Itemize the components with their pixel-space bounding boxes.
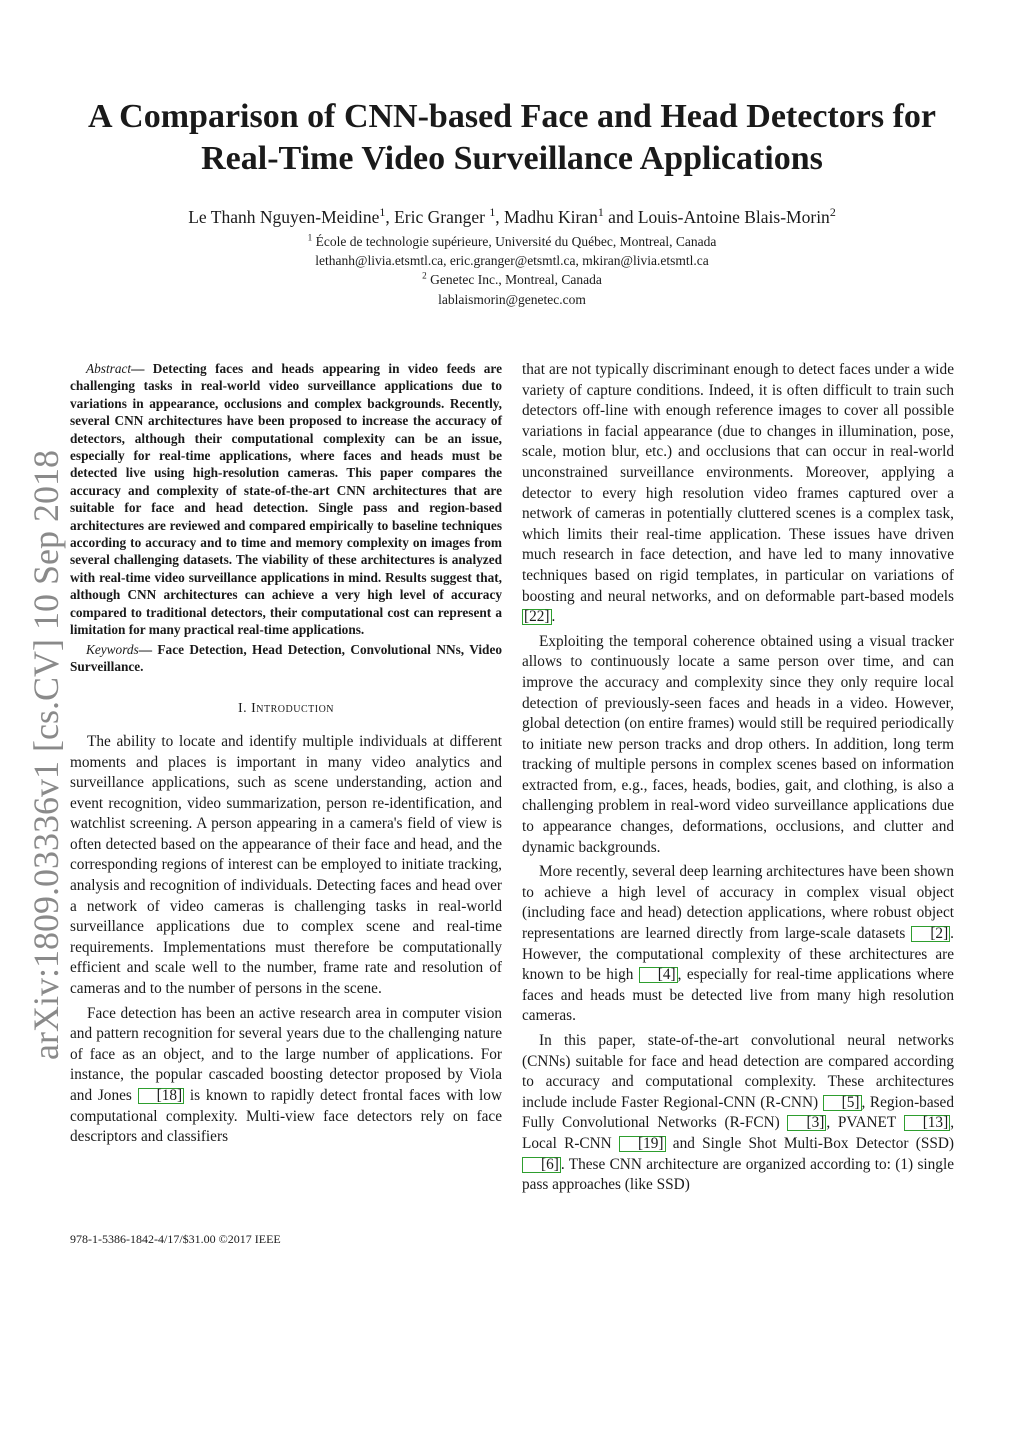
keywords-text: Face Detection, Head Detection, Convolutional NNs, Video Surveillance. <box>70 641 502 674</box>
intro-paragraph-2-text-a: Face detection has been an active research area in computer vision and pattern recognition for several years due to the challenging nature of face as an object, and to the large number of applications. For instance, the popular cascaded boosting detector proposed by Viola and Jones <box>70 1004 502 1104</box>
intro-paragraph-5-text-e: and Single Shot Multi-Box Detector (SSD) <box>665 1134 954 1152</box>
intro-paragraph-5-text-c: , PVANET <box>826 1114 904 1132</box>
citation-link[interactable]: [6] <box>522 1157 561 1173</box>
citation-link[interactable]: [13] <box>904 1115 951 1131</box>
citation-link[interactable]: [2] <box>911 926 950 942</box>
affiliation-2-marker: 2 <box>422 270 427 281</box>
intro-paragraph-1: The ability to locate and identify multiple individuals at different moments and places is important in many video analytics and surveillance applications, such as scene understanding, action and event recognition, video summarization, person re-identification, and watchlist screening. A person appearing in a camera's field of view is often detected based on the appearance of their face and head, and the corresponding regions of interest can be employed to initiate tracking, analysis and recognition of individuals. Detecting faces and head over a network of video cameras is challenging tasks in real-world surveillance applications due to complex scene and real-time requirements. Implementations must therefore be computationally efficient and scale well to the number, frame rate and resolution of cameras and to the number of persons in the scene. <box>70 732 502 998</box>
citation-link[interactable]: [4] <box>639 967 678 983</box>
author-4-affiliation: 2 <box>829 205 836 220</box>
affiliation-1 <box>40 232 984 251</box>
author-2-affiliation: 1 <box>489 205 496 220</box>
intro-paragraph-2-continued <box>522 360 954 628</box>
intro-paragraph-2 <box>70 1004 502 1148</box>
affiliations <box>40 232 984 309</box>
section-heading-introduction <box>70 699 502 720</box>
affiliation-1-text: École de technologie supérieure, Université du Québec, Montreal, Canada <box>312 234 717 249</box>
citation-link[interactable]: [5] <box>823 1095 862 1111</box>
intro-paragraph-2-cont-text-b: . <box>551 608 556 626</box>
affiliation-2 <box>40 270 984 289</box>
intro-paragraph-5 <box>522 1031 954 1196</box>
intro-paragraph-4-text-c: , especially for real-time applications where faces and heads must be detected live from many high resolution cameras. <box>522 966 954 1025</box>
intro-paragraph-5-text-d: , Local R-CNN <box>522 1114 955 1152</box>
left-column <box>70 360 502 1152</box>
affiliation-2-text: Genetec Inc., Montreal, Canada <box>426 272 602 288</box>
title-line-2: Real-Time Video Surveillance Applications <box>201 140 823 177</box>
citation-link[interactable]: [19] <box>619 1136 666 1152</box>
citation-link[interactable]: [3] <box>787 1115 826 1131</box>
author-1-affiliation: 1 <box>379 205 386 220</box>
paper-title <box>40 96 984 180</box>
intro-paragraph-5-text-f: . These CNN architecture are organized according to: (1) single pass approaches (like SSD) <box>522 1155 954 1194</box>
abstract-dash: — <box>131 361 153 376</box>
citation-link[interactable]: [22] <box>524 608 550 626</box>
keywords-label: Keywords <box>86 641 139 657</box>
citation-link[interactable]: [18] <box>138 1088 185 1104</box>
abstract-text: Detecting faces and heads appearing in video feeds are challenging tasks in real-world video surveillance applications due to variations in appearance, occlusions and complex backgrounds. Recently, several CNN architectures have been proposed to increase the accuracy of detectors, although their computational complexity can be an issue, especially for real-time applications, where faces and heads must be detected live using high-resolution cameras. This paper compares the accuracy and complexity of state-of-the-art CNN architectures that are suitable for face and head detection. Single pass and region-based architectures are reviewed and compared empirically to baseline techniques according to accuracy and to time and memory complexity on images from several challenging datasets. The viability of these architectures is analyzed with real-time video surveillance applications in mind. Results suggest that, although CNN architectures can achieve a very high level of accuracy compared to traditional detectors, their computational cost can represent a limitation for many practical real-time applications. <box>70 361 502 638</box>
intro-paragraph-5-text-a: In this paper, state-of-the-art convolutional neural networks (CNNs) suitable for face and head detection are compared according to accuracy and computational complexity. These architectures include include Faster Regional-CNN (R-CNN) <box>522 1032 954 1111</box>
affiliation-1-emails: lethanh@livia.etsmtl.ca, eric.granger@etsmtl.ca, mkiran@livia.etsmtl.ca <box>315 253 709 269</box>
copyright-footer: 978-1-5386-1842-4/17/$31.00 ©2017 IEEE <box>70 1232 281 1246</box>
title-line-1: A Comparison of CNN-based Face and Head Detectors for <box>87 98 936 135</box>
author-4: and Louis-Antoine Blais-Morin <box>603 207 830 227</box>
intro-paragraph-4-text-b: . However, the computational complexity of these architectures are known to be high <box>522 925 954 984</box>
author-3-affiliation: 1 <box>597 205 604 220</box>
affiliation-1-marker: 1 <box>307 232 313 243</box>
section-title: Introduction <box>251 701 335 717</box>
keywords <box>70 641 502 676</box>
author-1: Le Thanh Nguyen-Meidine <box>188 207 380 227</box>
author-3: , Madhu Kiran <box>495 207 598 227</box>
intro-paragraph-2-cont-text-a: that are not typically discriminant enough to detect faces under a wide variety of capture conditions. Indeed, it is often difficult to train such detectors off-line with enough reference images to cover all possible variations in facial appearance (due to changes in illumination, pose, scale, motion blur, etc.) and occlusions that can occur in real-world unconstrained surveillance environments. Moreover, applying a detector to every high resolution video frames captured over a network of cameras in potentially cluttered scenes is a complex task, which limits their real-time application. These issues have driven much research in face detection, and have led to many innovative techniques based on rigid templates, in particular on variations of boosting and neural networks, and on deformable part-based models <box>522 361 954 605</box>
author-list <box>40 206 984 228</box>
affiliation-2-emails: lablaismorin@genetec.com <box>438 291 586 307</box>
abstract <box>70 360 502 639</box>
section-numeral: I. <box>237 701 252 717</box>
intro-paragraph-3: Exploiting the temporal coherence obtained using a visual tracker allows to continuously locate a same person over time, and can improve the accuracy and complexity since they only require local detection of previously-seen faces and heads in a video. However, global detection (on entire frames) would still be required periodically to initiate new person tracks and drop others. In addition, long term tracking of multiple persons in complex scenes based on information extracted from, e.g., faces, heads, bodies, gait, and clothing, is also a challenging problem in real-word video surveillance applications due to appearance changes, deformations, occlusions, and clutter and dynamic backgrounds. <box>522 632 954 856</box>
intro-paragraph-4-text-a: More recently, several deep learning architectures have been shown to achieve a high level of accuracy in complex visual object (including face and head) detection applications, where robust object representations are learned directly from large-scale datasets <box>522 863 954 943</box>
keywords-dash: — <box>138 641 158 657</box>
right-column <box>522 360 954 1200</box>
intro-paragraph-2-text-b: is known to rapidly detect frontal faces with low computational complexity. Multi-view face detectors rely on face descriptors and classifiers <box>70 1087 502 1146</box>
arxiv-id: arXiv:1809.03336v1 [cs.CV] 10 Sep 2018 <box>26 450 66 1060</box>
abstract-label: Abstract <box>86 361 132 376</box>
arxiv-stamp <box>16 450 76 1060</box>
author-2: , Eric Granger <box>385 207 490 227</box>
intro-paragraph-5-text-b: , Region-based Fully Convolutional Networks (R-FCN) <box>522 1093 954 1132</box>
intro-paragraph-4 <box>522 862 954 1027</box>
